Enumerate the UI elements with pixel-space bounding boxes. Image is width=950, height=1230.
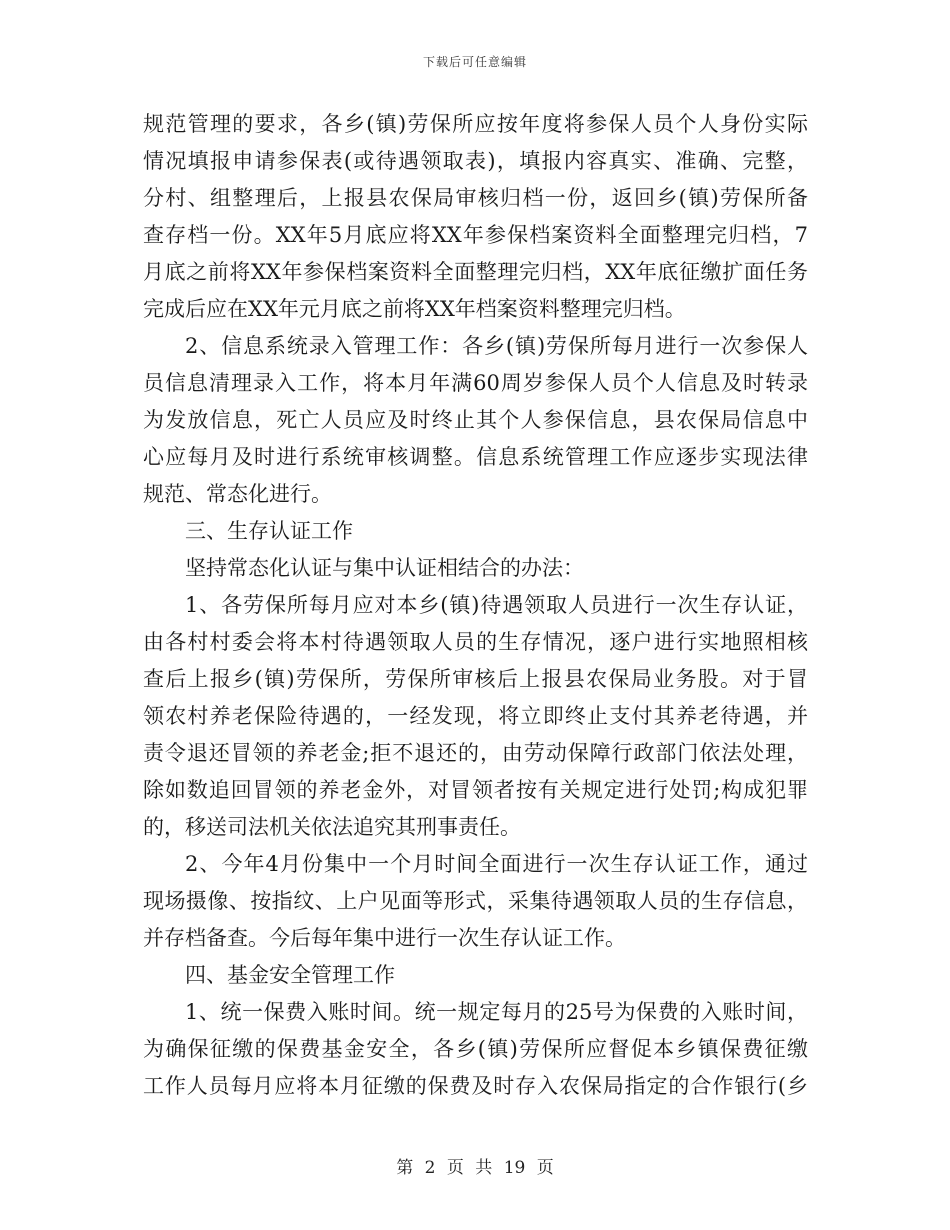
text-line: 完成后应在XX年元月底之前将XX年档案资料整理完归档。 [143,297,686,321]
page-footer: 第 2 页 共 19 页 [396,1158,554,1178]
text-line: 由各村村委会将本村待遇领取人员的生存情况，逐户进行实地照相核 [143,630,808,654]
document-body [143,106,808,1105]
text-line: 2、今年4月份集中一个月时间全面进行一次生存认证工作，通过 [185,852,808,876]
text-line: 1、各劳保所每月应对本乡(镇)待遇领取人员进行一次生存认证， [185,593,808,617]
text-line: 分村、组整理后，上报县农保局审核归档一份，返回乡(镇)劳保所备 [143,186,808,210]
text-line: 为确保征缴的保费基金安全，各乡(镇)劳保所应督促本乡镇保费征缴 [143,1037,808,1061]
text-line: 规范、常态化进行。 [143,482,332,506]
text-line: 领农村养老保险待遇的，一经发现，将立即终止支付其养老待遇，并 [143,704,808,728]
text-line: 心应每月及时进行系统审核调整。信息系统管理工作应逐步实现法律 [143,445,808,469]
text-line: 2、信息系统录入管理工作：各乡(镇)劳保所每月进行一次参保人 [185,334,808,358]
text-line: 的，移送司法机关依法追究其刑事责任。 [143,815,521,839]
text-line: 1、统一保费入账时间。统一规定每月的25号为保费的入账时间， [185,1000,808,1024]
text-line: 月底之前将XX年参保档案资料全面整理完归档，XX年底征缴扩面任务 [143,260,808,284]
text-line: 查后上报乡(镇)劳保所，劳保所审核后上报县农保局业务股。对于冒 [143,667,808,691]
text-line: 工作人员每月应将本月征缴的保费及时存入农保局指定的合作银行(乡 [143,1074,808,1098]
text-line: 为发放信息，死亡人员应及时终止其个人参保信息，县农保局信息中 [143,408,808,432]
section-heading: 三、生存认证工作 [185,519,353,543]
text-line: 规范管理的要求，各乡(镇)劳保所应按年度将参保人员个人身份实际 [143,112,808,136]
section-heading: 四、基金安全管理工作 [185,963,395,987]
page-header: 下载后可任意编辑 [422,55,527,69]
text-line: 除如数追回冒领的养老金外，对冒领者按有关规定进行处罚;构成犯罪 [143,778,808,802]
text-line: 查存档一份。XX年5月底应将XX年参保档案资料全面整理完归档，7 [143,223,808,247]
text-line: 员信息清理录入工作，将本月年满60周岁参保人员个人信息及时转录 [143,371,808,395]
text-line: 现场摄像、按指纹、上户见面等形式，采集待遇领取人员的生存信息， [143,889,808,913]
text-line: 坚持常态化认证与集中认证相结合的办法： [185,556,584,580]
text-line: 并存档备查。今后每年集中进行一次生存认证工作。 [143,926,626,950]
text-line: 情况填报申请参保表(或待遇领取表)，填报内容真实、准确、完整， [143,149,808,173]
text-line: 责令退还冒领的养老金;拒不退还的，由劳动保障行政部门依法处理， [143,741,808,765]
